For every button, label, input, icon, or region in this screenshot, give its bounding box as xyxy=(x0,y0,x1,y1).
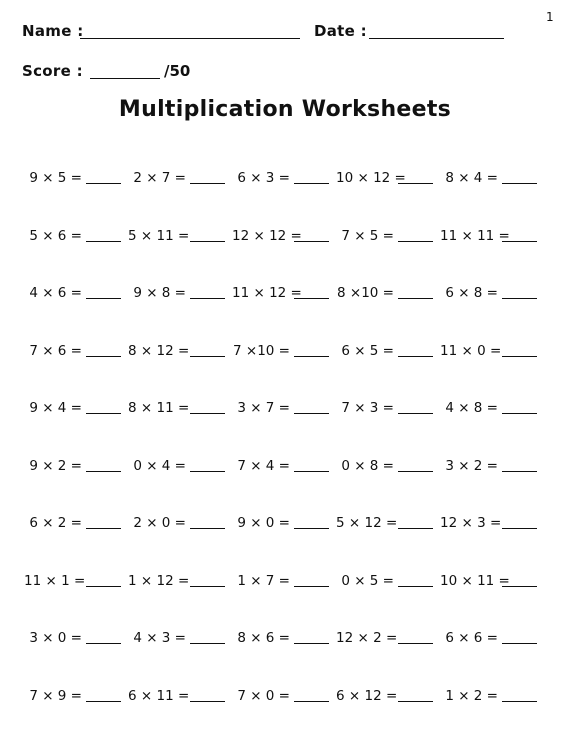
problem-expression: 7 ×10 = xyxy=(233,343,290,359)
problem-expression: 4 × 8 = xyxy=(445,400,498,416)
problem-item xyxy=(232,277,352,301)
problem-item xyxy=(24,680,144,704)
problem-expression: 12 × 2 = xyxy=(336,630,398,646)
answer-blank[interactable] xyxy=(190,701,225,702)
problem-expression: 1 × 2 = xyxy=(445,688,498,704)
problem-item xyxy=(440,622,560,646)
problem-expression: 9 × 2 = xyxy=(29,458,82,474)
problem-expression: 11 × 0 = xyxy=(440,343,502,359)
problem-expression: 7 × 9 = xyxy=(29,688,82,704)
problem-item xyxy=(24,507,144,531)
problem-expression: 3 × 2 = xyxy=(445,458,498,474)
problem-expression: 3 × 0 = xyxy=(29,630,82,646)
answer-blank[interactable] xyxy=(398,643,433,644)
problem-expression: 0 × 8 = xyxy=(341,458,394,474)
problem-item xyxy=(232,507,352,531)
answer-blank[interactable] xyxy=(502,471,537,472)
problem-expression: 11 × 1 = xyxy=(24,573,86,589)
answer-blank[interactable] xyxy=(398,241,433,242)
problem-expression: 6 × 3 = xyxy=(237,170,290,186)
problem-item xyxy=(128,220,248,244)
problem-expression: 9 × 5 = xyxy=(29,170,82,186)
answer-blank[interactable] xyxy=(502,528,537,529)
answer-blank[interactable] xyxy=(86,643,121,644)
problem-expression: 3 × 7 = xyxy=(237,400,290,416)
problem-expression: 2 × 7 = xyxy=(133,170,186,186)
answer-blank[interactable] xyxy=(502,183,537,184)
problem-item xyxy=(232,622,352,646)
answer-blank[interactable] xyxy=(294,183,329,184)
answer-blank[interactable] xyxy=(86,298,121,299)
answer-blank[interactable] xyxy=(190,586,225,587)
problem-expression: 8 × 11 = xyxy=(128,400,190,416)
answer-blank[interactable] xyxy=(190,356,225,357)
problem-item xyxy=(232,450,352,474)
answer-blank[interactable] xyxy=(190,298,225,299)
problem-item xyxy=(232,565,352,589)
problem-item xyxy=(440,565,560,589)
problem-item xyxy=(128,507,248,531)
problem-expression: 12 × 3 = xyxy=(440,515,502,531)
answer-blank[interactable] xyxy=(502,586,537,587)
problem-expression: 8 × 4 = xyxy=(445,170,498,186)
answer-blank[interactable] xyxy=(398,471,433,472)
answer-blank[interactable] xyxy=(86,586,121,587)
answer-blank[interactable] xyxy=(398,356,433,357)
problem-item xyxy=(336,680,456,704)
problem-expression: 7 × 0 = xyxy=(237,688,290,704)
answer-blank[interactable] xyxy=(502,298,537,299)
problem-expression: 5 × 6 = xyxy=(29,228,82,244)
problem-expression: 1 × 7 = xyxy=(237,573,290,589)
problem-item xyxy=(440,392,560,416)
answer-blank[interactable] xyxy=(398,701,433,702)
answer-blank[interactable] xyxy=(294,356,329,357)
problem-expression: 11 × 12 = xyxy=(232,285,302,301)
problem-item xyxy=(440,162,560,186)
problem-item xyxy=(336,392,456,416)
problem-item xyxy=(128,565,248,589)
score-label: Score : xyxy=(22,62,83,80)
answer-blank[interactable] xyxy=(190,471,225,472)
problem-expression: 11 × 11 = xyxy=(440,228,510,244)
answer-blank[interactable] xyxy=(398,528,433,529)
problem-item xyxy=(24,450,144,474)
problem-item xyxy=(440,680,560,704)
problem-expression: 6 × 8 = xyxy=(445,285,498,301)
score-total: /50 xyxy=(164,62,191,80)
answer-blank[interactable] xyxy=(86,528,121,529)
date-label: Date : xyxy=(314,22,367,40)
problem-item xyxy=(336,277,456,301)
problem-expression: 12 × 12 = xyxy=(232,228,302,244)
answer-blank[interactable] xyxy=(502,643,537,644)
answer-blank[interactable] xyxy=(502,413,537,414)
problem-item xyxy=(128,335,248,359)
problem-item xyxy=(24,277,144,301)
problem-expression: 4 × 3 = xyxy=(133,630,186,646)
problem-item xyxy=(128,450,248,474)
answer-blank[interactable] xyxy=(294,241,329,242)
answer-blank[interactable] xyxy=(86,183,121,184)
answer-blank[interactable] xyxy=(294,701,329,702)
problem-item xyxy=(128,162,248,186)
problem-expression: 5 × 11 = xyxy=(128,228,190,244)
problem-expression: 0 × 5 = xyxy=(341,573,394,589)
answer-blank[interactable] xyxy=(398,586,433,587)
problem-expression: 6 × 2 = xyxy=(29,515,82,531)
problem-item xyxy=(128,680,248,704)
problem-expression: 8 × 12 = xyxy=(128,343,190,359)
answer-blank[interactable] xyxy=(398,413,433,414)
problem-item xyxy=(24,335,144,359)
problem-item xyxy=(336,220,456,244)
problem-item xyxy=(24,622,144,646)
problem-expression: 7 × 3 = xyxy=(341,400,394,416)
problem-expression: 6 × 5 = xyxy=(341,343,394,359)
problem-expression: 9 × 4 = xyxy=(29,400,82,416)
problem-expression: 6 × 6 = xyxy=(445,630,498,646)
answer-blank[interactable] xyxy=(502,356,537,357)
answer-blank[interactable] xyxy=(86,241,121,242)
answer-blank[interactable] xyxy=(502,241,537,242)
problem-expression: 1 × 12 = xyxy=(128,573,190,589)
problem-item xyxy=(128,277,248,301)
problem-item xyxy=(336,507,456,531)
answer-blank[interactable] xyxy=(190,241,225,242)
answer-blank[interactable] xyxy=(502,701,537,702)
problem-item xyxy=(440,220,560,244)
problem-item xyxy=(128,622,248,646)
problem-item xyxy=(440,507,560,531)
problem-item xyxy=(24,565,144,589)
answer-blank[interactable] xyxy=(190,183,225,184)
problem-expression: 4 × 6 = xyxy=(29,285,82,301)
problem-item xyxy=(336,450,456,474)
problem-expression: 5 × 12 = xyxy=(336,515,398,531)
problem-item xyxy=(336,622,456,646)
problem-item xyxy=(24,162,144,186)
problem-item xyxy=(336,162,456,186)
problem-item xyxy=(232,335,352,359)
problem-item xyxy=(336,335,456,359)
problem-item xyxy=(232,220,352,244)
problem-item xyxy=(232,680,352,704)
problem-expression: 6 × 11 = xyxy=(128,688,190,704)
problem-expression: 7 × 4 = xyxy=(237,458,290,474)
answer-blank[interactable] xyxy=(86,701,121,702)
problem-expression: 7 × 5 = xyxy=(341,228,394,244)
problem-expression: 6 × 12 = xyxy=(336,688,398,704)
answer-blank[interactable] xyxy=(294,586,329,587)
answer-blank[interactable] xyxy=(86,471,121,472)
answer-blank[interactable] xyxy=(294,413,329,414)
problem-item xyxy=(232,392,352,416)
problem-expression: 10 × 11 = xyxy=(440,573,510,589)
answer-blank[interactable] xyxy=(398,298,433,299)
problem-expression: 0 × 4 = xyxy=(133,458,186,474)
problem-item xyxy=(24,220,144,244)
problem-item xyxy=(232,162,352,186)
problem-item xyxy=(440,277,560,301)
problem-expression: 2 × 0 = xyxy=(133,515,186,531)
problem-expression: 10 × 12 = xyxy=(336,170,406,186)
problem-item xyxy=(440,450,560,474)
answer-blank[interactable] xyxy=(190,643,225,644)
answer-blank[interactable] xyxy=(294,528,329,529)
problem-item xyxy=(440,335,560,359)
problem-expression: 7 × 6 = xyxy=(29,343,82,359)
answer-blank[interactable] xyxy=(190,413,225,414)
answer-blank[interactable] xyxy=(86,413,121,414)
answer-blank[interactable] xyxy=(294,471,329,472)
problem-item xyxy=(336,565,456,589)
page-number: 1 xyxy=(546,10,554,24)
answer-blank[interactable] xyxy=(294,643,329,644)
answer-blank[interactable] xyxy=(294,298,329,299)
answer-blank[interactable] xyxy=(190,528,225,529)
problem-item xyxy=(128,392,248,416)
problem-item xyxy=(24,392,144,416)
problem-expression: 9 × 0 = xyxy=(237,515,290,531)
answer-blank[interactable] xyxy=(86,356,121,357)
answer-blank[interactable] xyxy=(398,183,433,184)
problem-expression: 9 × 8 = xyxy=(133,285,186,301)
worksheet-title: Multiplication Worksheets xyxy=(118,97,452,122)
name-label: Name : xyxy=(22,22,84,40)
problem-expression: 8 × 6 = xyxy=(237,630,290,646)
problem-expression: 8 ×10 = xyxy=(337,285,394,301)
